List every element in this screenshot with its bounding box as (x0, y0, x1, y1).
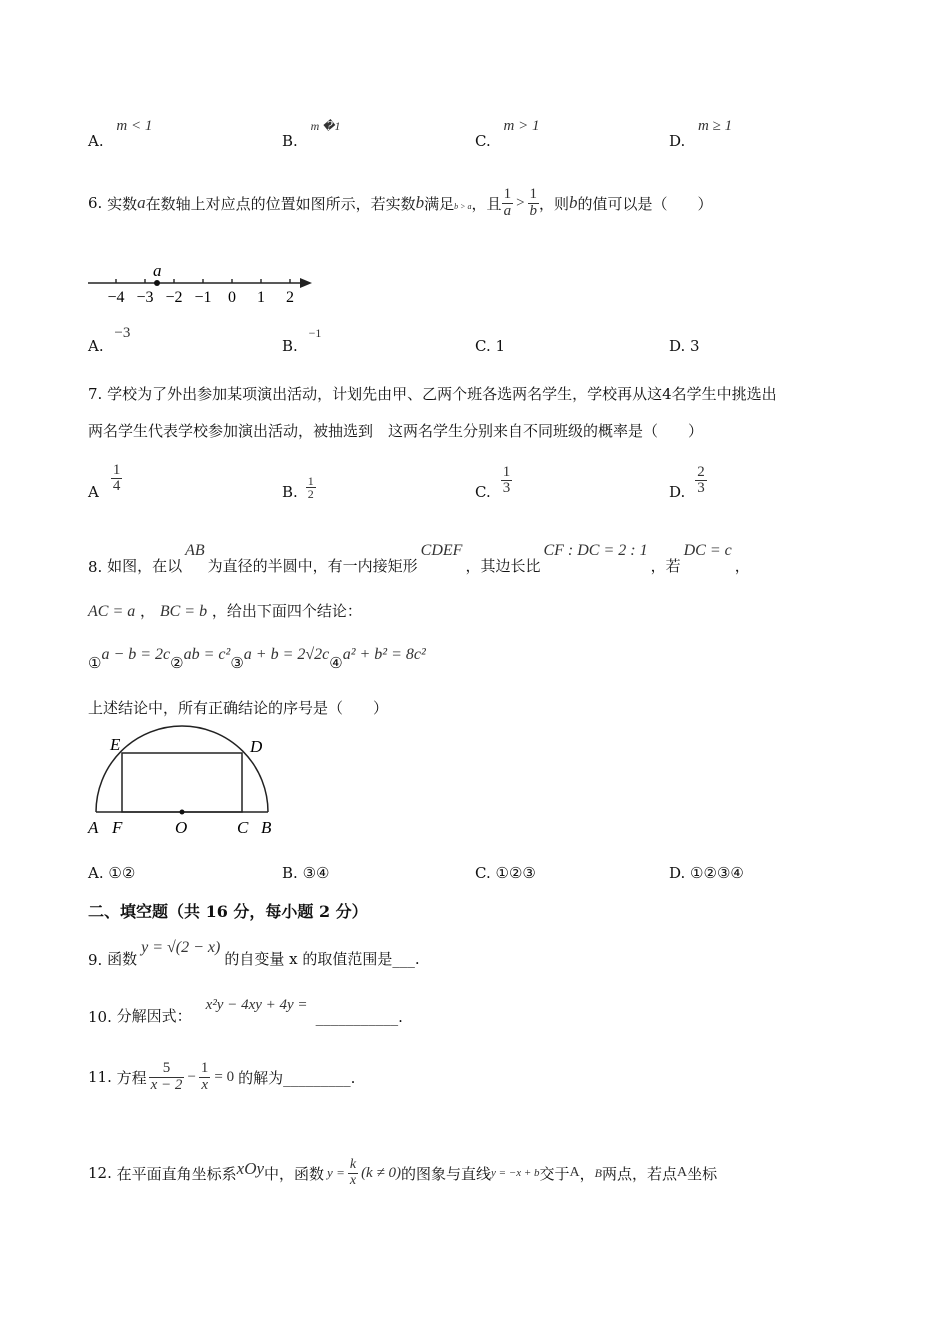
number-line-arrow (300, 278, 312, 288)
q5-option-c[interactable]: C. m > 1 (475, 118, 540, 150)
label-b: B (261, 818, 272, 837)
q10-stem: 10. 分解因式： x²y − 4xy + 4y = ___________. (88, 997, 403, 1026)
q7-fraction-b: $\frac{1}{2}$ (307, 473, 314, 502)
q9-stem: 9. 函数 y = √(2 − x) 的自变量 x 的取值范围是___. (88, 939, 420, 969)
label-e: E (110, 735, 121, 754)
q8-stem-line-2: AC = a ， BC = b ，给出下面四个结论： (88, 602, 362, 620)
q7-option-a[interactable]: A $\frac{1}{4}$ (88, 461, 121, 501)
number-line-point-label: a (153, 261, 162, 280)
label-a: A (88, 818, 99, 837)
q10-answer-blank[interactable]: ___________. (315, 1008, 403, 1026)
q8-option-b[interactable]: B. ③④ (282, 864, 330, 882)
q7-option-b[interactable]: B. $\frac{1}{2}$ (282, 473, 314, 502)
q7-fraction-d: $\frac{2}{3}$ (697, 463, 705, 497)
q7-fraction-a: $\frac{1}{4}$ (112, 461, 121, 495)
number-line-tick-label: 2 (286, 289, 294, 306)
q6-stem: 6. 实数 a 在数轴上对应点的位置如图所示，若实数 b 满足 b > a ，且 $\frac{1}{a}$ > $\frac{1}{b}$ ，则 b 的值可以是（ ） (88, 185, 713, 219)
number-line-tick-label: −2 (165, 289, 183, 306)
q8-semicircle-figure (84, 724, 284, 840)
q7-fraction-c: $\frac{1}{3}$ (502, 463, 511, 497)
label-o: O (175, 818, 188, 837)
q7-option-c[interactable]: C. $\frac{1}{3}$ (475, 463, 511, 501)
q8-option-c[interactable]: C. ①②③ (475, 864, 536, 882)
number-line-tick-label: −3 (136, 289, 154, 306)
label-f: F (112, 818, 123, 837)
q5-option-d[interactable]: D. m ≥ 1 (669, 118, 733, 150)
q7-line-2: 两名学生代表学校参加演出活动，被抽选到 这两名学生分别来自不同班级的概率是（ ） (88, 422, 704, 440)
label-d: D (250, 737, 263, 756)
q6-fraction-1-over-a: $\frac{1}{a}$ (503, 185, 512, 219)
q8-option-a[interactable]: A. ①② (88, 864, 136, 882)
q12-stem: 12. 在平面直角坐标系 xOy 中，函数 y = $\frac{k}{x}$ (k ≠ 0) 的图象与直线 y = −x + b 交于 A ， B 两点，若点 A 坐标 (88, 1156, 718, 1188)
q7-option-d[interactable]: D. $\frac{2}{3}$ (669, 463, 705, 501)
number-line-tick-label: −4 (107, 289, 125, 306)
q8-option-d[interactable]: D. ①②③④ (669, 864, 744, 882)
number-line-tick-label: 0 (228, 289, 236, 306)
number-line-point-a (154, 280, 160, 286)
section-heading-fill-in: 二、填空题（共 16 分，每小题 2 分） (88, 902, 368, 921)
q6-option-c[interactable]: C. 1 (475, 337, 506, 355)
q8-conclusions: ① a − b = 2c ② ab = c² ③ a + b = 2√2c ④ a² + b² = 8c² (88, 646, 426, 672)
q7-line-1: 7. 学校为了外出参加某项演出活动，计划先由甲、乙两个班各选两名学生，学校再从这4名学生中挑选出 (88, 385, 777, 403)
label-c: C (237, 818, 249, 837)
q5-option-a[interactable]: A. m < 1 (88, 118, 153, 150)
q6-number-line (84, 258, 324, 306)
q5-option-b[interactable]: B. $^{m �1}$ (282, 119, 341, 150)
q6-fraction-1-over-b: $\frac{1}{b}$ (529, 185, 538, 219)
q8-stem-line-1: 8. 如图，在以 AB 为直径的半圆中，有一内接矩形 CDEF ，其边长比 CF : DC = 2 : 1 ，若 DC = c ， (88, 542, 750, 576)
q6-option-a[interactable]: A. −3 (88, 325, 131, 355)
q6-option-d[interactable]: D. 3 (669, 337, 700, 355)
q8-question: 上述结论中，所有正确结论的序号是（ ） (88, 699, 389, 717)
q6-option-b[interactable]: B. $^{-1}$ (282, 326, 322, 355)
q12-fraction-k-over-x: $\frac{k}{x}$ (349, 1156, 357, 1188)
q11-fraction-1: $\frac{5}{x - 2}$ (150, 1059, 183, 1093)
rectangle-cdef (122, 753, 242, 812)
center-point-o (180, 810, 185, 815)
q11-answer-blank[interactable]: 的解为_________. (238, 1068, 356, 1087)
number-line-tick-label: −1 (194, 289, 212, 306)
number-line-tick-label: 1 (257, 289, 265, 306)
q11-stem: 11. 方程 $\frac{5}{x - 2}$ − $\frac{1}{x}$ = 0 的解为_________. (88, 1059, 356, 1093)
q11-fraction-2: $\frac{1}{x}$ (200, 1059, 209, 1093)
